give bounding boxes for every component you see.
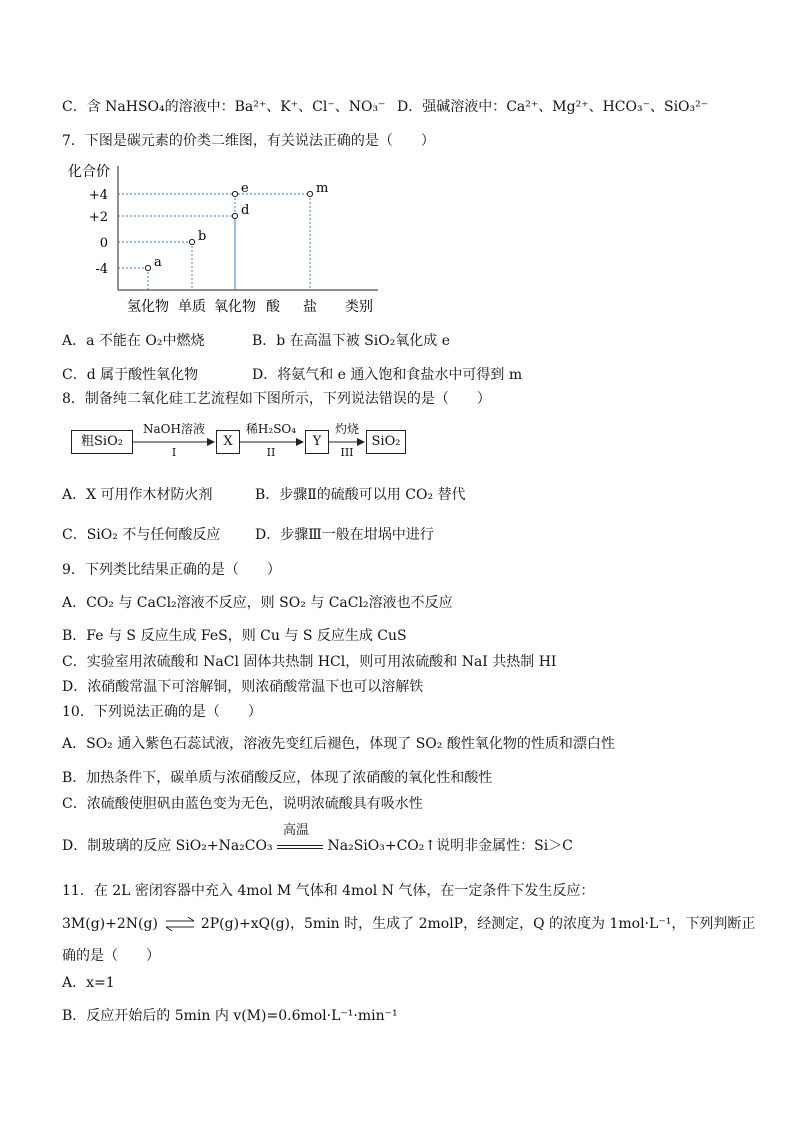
q7-option-d: D．将氨气和 e 通入饱和食盐水中可得到 m <box>252 367 523 383</box>
q7-option-a: A．a 不能在 O₂中燃烧 <box>62 333 205 349</box>
y-tick-label: -4 <box>95 262 108 277</box>
valence-class-chart <box>60 158 390 318</box>
q6-option-d: D．强碱溶液中：Ca²⁺、Mg²⁺、HCO₃⁻、SiO₃²⁻ <box>397 99 709 115</box>
q7-option-c: C．d 属于酸性氧化物 <box>62 367 199 383</box>
q9-option-c: C．实验室用浓硫酸和 NaCl 固体共热制 HCl，则可用浓硫酸和 NaI 共热制 HI <box>62 654 557 670</box>
point-label-m: m <box>316 181 329 196</box>
q10-d-reactants: D．制玻璃的反应 SiO₂+Na₂CO₃ <box>62 838 273 854</box>
q10-option-c: C．浓硫酸使胆矾由蓝色变为无色，说明浓硫酸具有吸水性 <box>62 796 423 812</box>
y-tick-label: 0 <box>99 236 108 251</box>
point-a <box>145 265 150 270</box>
q9-option-b: B．Fe 与 S 反应生成 FeS，则 Cu 与 S 反应生成 CuS <box>62 628 407 644</box>
equals-sign <box>277 845 323 846</box>
q9-option-d: D．浓硝酸常温下可溶解铜，则浓硝酸常温下也可以溶解铁 <box>62 679 424 695</box>
x-category-label: 氧化物 <box>214 299 256 315</box>
q9-option-a: A．CO₂ 与 CaCl₂溶液不反应，则 SO₂ 与 CaCl₂溶液也不反应 <box>62 595 453 611</box>
x-category-label: 酸 <box>266 299 280 315</box>
equals-sign-lower <box>277 848 323 849</box>
point-m <box>307 191 312 196</box>
x-category-label: 单质 <box>178 299 206 315</box>
q7-option-b: B．b 在高温下被 SiO₂氧化成 e <box>252 333 451 349</box>
point-b <box>189 239 194 244</box>
q10-option-d <box>62 823 573 856</box>
y-axis-title: 化合价 <box>68 164 110 180</box>
q11-stem: 11．在 2L 密闭容器中充入 4mol M 气体和 4mol N 气体，在一定条件下发生反应： <box>62 883 595 899</box>
q8-option-b: B．步骤Ⅱ的硫酸可以用 CO₂ 替代 <box>255 487 466 503</box>
process-flow <box>0 418 794 468</box>
flow-arrows <box>0 418 794 468</box>
q6-option-c: C．含 NaHSO₄的溶液中：Ba²⁺、K⁺、Cl⁻、NO₃⁻ <box>62 99 386 115</box>
q11-option-b: B．反应开始后的 5min 内 v(M)=0.6mol·L⁻¹·min⁻¹ <box>62 1008 398 1024</box>
q10-d-condition <box>277 823 323 856</box>
reversible-arrow-icon <box>162 917 196 931</box>
q7-stem: 7．下图是碳元素的价类二维图，有关说法正确的是（ ） <box>62 133 435 149</box>
flow-y-box: Y <box>305 430 329 454</box>
q9-stem: 9．下列类比结果正确的是（ ） <box>62 562 281 578</box>
y-tick-label: +2 <box>88 210 108 225</box>
q11-reactants: 3M(g)+2N(g) <box>62 916 158 932</box>
q11-reaction <box>62 914 755 934</box>
point-e <box>232 191 237 196</box>
q8-option-a: A．X 可用作木材防火剂 <box>62 487 213 503</box>
q11-products: 2P(g)+xQ(g)，5min 时，生成了 2molP，经测定，Q 的浓度为 1mol·L⁻¹，下列判断正 <box>200 916 756 932</box>
flow-start-box: 粗SiO₂ <box>71 430 133 454</box>
q10-d-condition-label: 高温 <box>283 823 310 838</box>
q10-d-products: Na₂SiO₃+CO₂↑说明非金属性：Si＞C <box>327 838 573 854</box>
q8-option-c: C．SiO₂ 不与任何酸反应 <box>62 527 221 543</box>
y-tick-label: +4 <box>88 188 108 203</box>
flow-x-box: X <box>216 430 240 454</box>
point-d <box>232 213 237 218</box>
q10-option-a: A．SO₂ 通入紫色石蕊试液，溶液先变红后褪色，体现了 SO₂ 酸性氧化物的性质和漂白性 <box>62 736 615 752</box>
q8-stem: 8．制备纯二氧化硅工艺流程如下图所示，下列说法错误的是（ ） <box>62 391 491 407</box>
flow-step1-num: I <box>171 446 177 459</box>
flow-step3-num: III <box>340 446 354 459</box>
flow-step3-reagent: 灼烧 <box>334 422 359 436</box>
flow-step2-reagent: 稀H₂SO₄ <box>245 422 297 436</box>
point-label-a: a <box>154 255 162 270</box>
point-label-e: e <box>241 181 249 196</box>
q10-option-b: B．加热条件下，碳单质与浓硝酸反应，体现了浓硝酸的氧化性和酸性 <box>62 770 493 786</box>
x-axis-title: 类别 <box>345 299 373 315</box>
x-category-label: 盐 <box>303 299 317 315</box>
q11-stem-end: 确的是（ ） <box>62 948 160 964</box>
x-category-label: 氢化物 <box>127 299 169 315</box>
flow-end-box: SiO₂ <box>366 430 406 454</box>
flow-step1-reagent: NaOH溶液 <box>143 422 205 436</box>
flow-step2-num: II <box>266 446 276 459</box>
point-label-b: b <box>198 229 207 244</box>
q11-option-a: A．x=1 <box>62 975 115 991</box>
q8-option-d: D．步骤Ⅲ一般在坩埚中进行 <box>255 527 434 543</box>
q10-stem: 10．下列说法正确的是（ ） <box>62 704 262 720</box>
point-label-d: d <box>241 203 250 218</box>
